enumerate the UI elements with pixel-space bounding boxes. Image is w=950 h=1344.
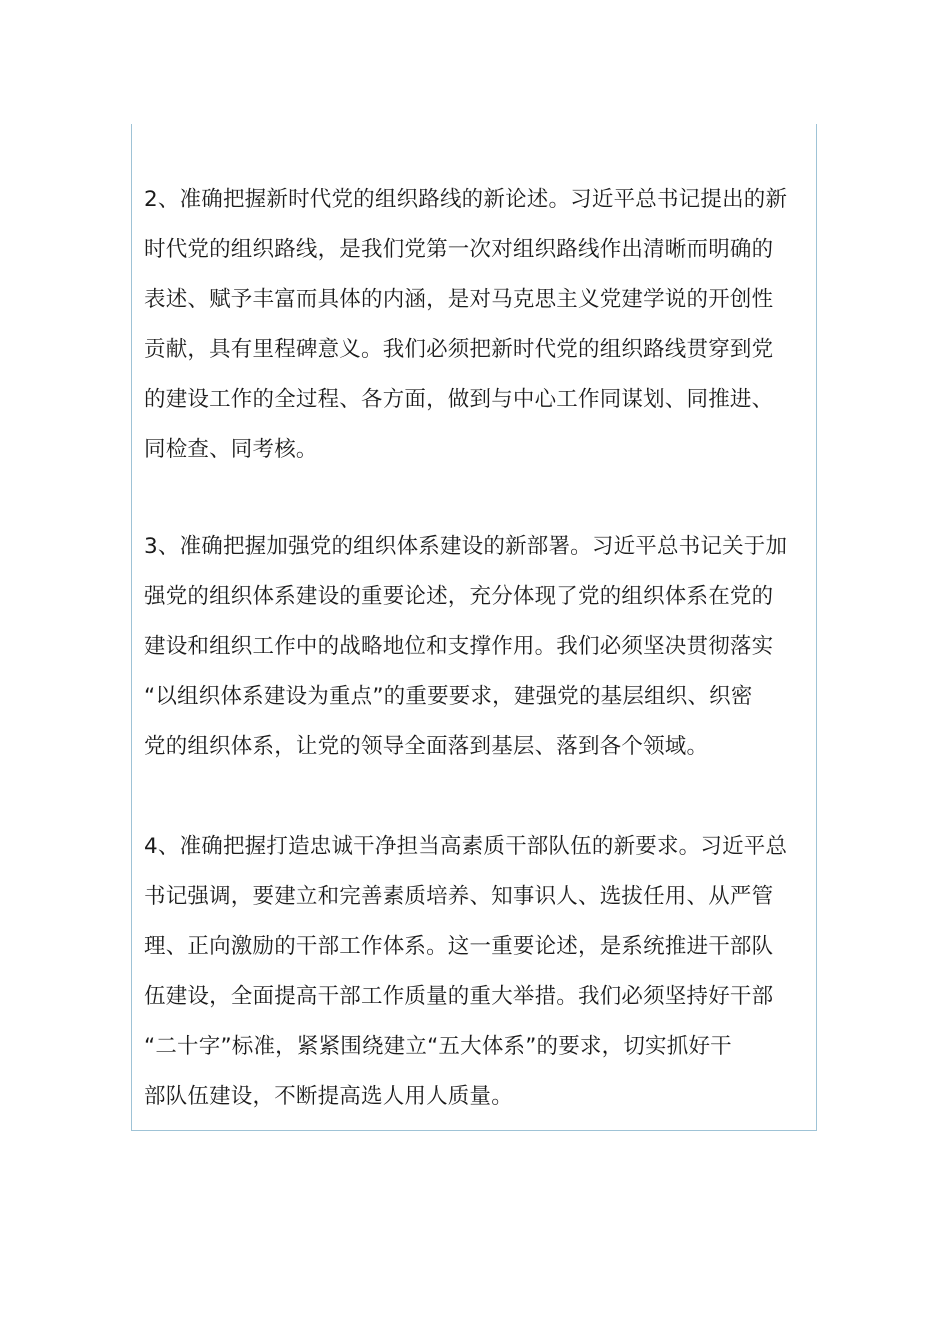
paragraph-2 [144, 175, 809, 475]
paragraph-4 [144, 822, 809, 1122]
text-line: 强党的组织体系建设的重要论述，充分体现了党的组织体系在党的 [144, 584, 774, 609]
text-line: 4、准确把握打造忠诚干净担当高素质干部队伍的新要求。习近平总 [144, 834, 788, 859]
text-line: 建设和组织工作中的战略地位和支撑作用。我们必须坚决贯彻落实 [144, 634, 774, 659]
paragraph-3 [144, 522, 809, 772]
text-line: 表述、赋予丰富而具体的内涵，是对马克思主义党建学说的开创性 [144, 287, 774, 312]
text-line: 理、正向激励的干部工作体系。这一重要论述，是系统推进干部队 [144, 934, 774, 959]
text-line: 部队伍建设，不断提高选人用人质量。 [144, 1084, 513, 1109]
text-line: 时代党的组织路线，是我们党第一次对组织路线作出清晰而明确的 [144, 237, 774, 262]
text-line: 党的组织体系，让党的领导全面落到基层、落到各个领域。 [144, 734, 709, 759]
text-line: 3、准确把握加强党的组织体系建设的新部署。习近平总书记关于加 [144, 534, 788, 559]
text-line: 的建设工作的全过程、各方面，做到与中心工作同谋划、同推进、 [144, 387, 774, 412]
text-line: “二十字”标准，紧紧围绕建立“五大体系”的要求，切实抓好干 [144, 1034, 732, 1059]
text-line: 同检查、同考核。 [144, 437, 318, 462]
text-line: “以组织体系建设为重点”的重要要求，建强党的基层组织、织密 [144, 684, 753, 709]
text-line: 2、准确把握新时代党的组织路线的新论述。习近平总书记提出的新 [144, 187, 788, 212]
text-line: 书记强调，要建立和完善素质培养、知事识人、选拔任用、从严管 [144, 884, 774, 909]
text-line: 伍建设，全面提高干部工作质量的重大举措。我们必须坚持好干部 [144, 984, 774, 1009]
text-line: 贡献，具有里程碑意义。我们必须把新时代党的组织路线贯穿到党 [144, 337, 774, 362]
